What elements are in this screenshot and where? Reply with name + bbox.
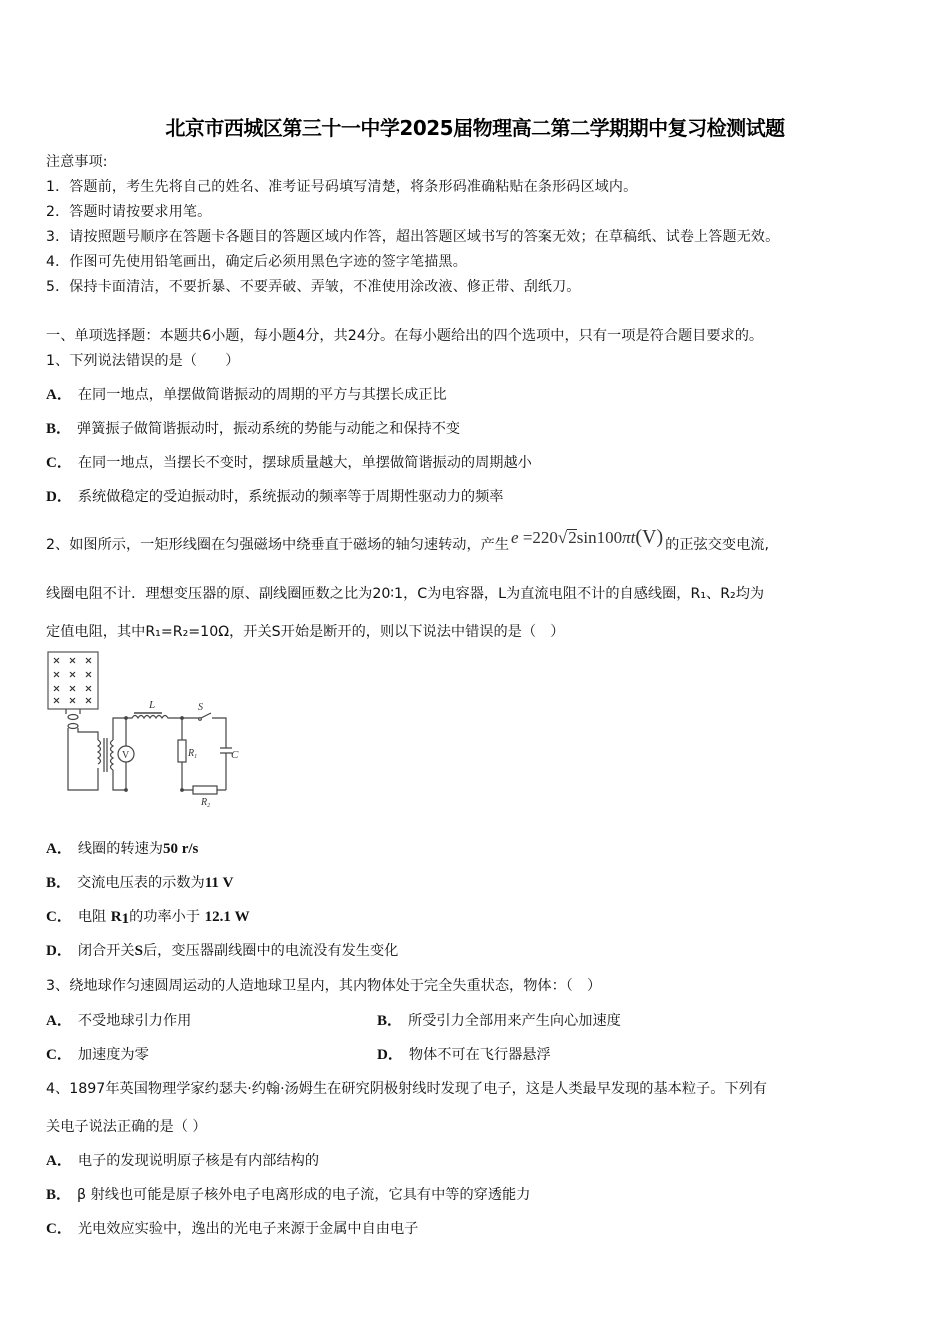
option-text: 加速度为零 xyxy=(77,1047,149,1063)
q1-option-c xyxy=(46,453,532,473)
question-2-stem-line3: 定值电阻，其中R₁=R₂=10Ω，开关S开始是断开的，则以下说法中错误的是（ ） xyxy=(46,624,565,640)
notice-item-2: 2．答题时请按要求用笔。 xyxy=(46,204,212,220)
q1-option-a xyxy=(46,385,447,405)
circuit-diagram xyxy=(46,650,246,810)
option-text-2: 后，变压器副线圈中的电流没有发生变化 xyxy=(142,943,399,959)
formula-var: e xyxy=(511,528,519,547)
voltmeter-label: V xyxy=(122,750,130,761)
switch-label: S xyxy=(198,702,203,713)
stem-text: 的正弦交变电流, xyxy=(665,537,769,553)
option-text: 弹簧振子做简谐振动时，振动系统的势能与动能之和保持不变 xyxy=(77,421,461,437)
question-4-stem-line1: 4、1897年英国物理学家约瑟夫·约翰·汤姆生在研究阴极射线时发现了电子，这是人类最早发现的基本粒子。下列有 xyxy=(46,1081,767,1097)
notice-heading: 注意事项: xyxy=(46,154,108,170)
field-cross-marks xyxy=(54,658,91,703)
option-label: D． xyxy=(46,943,72,959)
formula-pi-t: πt xyxy=(622,528,636,547)
option-label: A． xyxy=(46,1013,72,1029)
option-label: D． xyxy=(46,489,72,505)
option-text: 线圈的转速为 xyxy=(77,841,163,857)
option-label: B． xyxy=(46,421,72,437)
option-text: 闭合开关 xyxy=(77,943,135,959)
r2-label: $R_2$ xyxy=(201,797,211,809)
option-label: A． xyxy=(46,841,72,857)
option-label: C． xyxy=(46,1221,72,1237)
q4-option-a xyxy=(46,1151,319,1171)
option-label: B． xyxy=(377,1013,403,1029)
inductor-label: L xyxy=(149,699,156,711)
option-text: 光电效应实验中，逸出的光电子来源于金属中自由电子 xyxy=(77,1221,419,1237)
option-label: C． xyxy=(46,1047,72,1063)
option-symbol: S xyxy=(134,943,143,959)
q4-option-b xyxy=(46,1185,530,1205)
formula-unit: (V) xyxy=(635,526,664,548)
formula-sin: sin100 xyxy=(576,528,623,547)
formula-sqrt: 2 xyxy=(568,528,577,547)
option-value: 12.1 W xyxy=(204,909,250,925)
q3-option-c xyxy=(46,1045,149,1065)
option-text: 电子的发现说明原子核是有内部结构的 xyxy=(77,1153,320,1169)
notice-item-1: 1．答题前，考生先将自己的姓名、准考证号码填写清楚，将条形码准确粘贴在条形码区域内。 xyxy=(46,179,638,195)
option-label: B． xyxy=(46,875,72,891)
option-text: 在同一地点，当摆长不变时，摆球质量越大，单摆做简谐振动的周期越小 xyxy=(77,455,532,471)
notice-item-3: 3．请按照题号顺序在答题卡各题目的答题区域内作答，超出答题区域书写的答案无效；在草稿纸、试卷上答题无效。 xyxy=(46,229,780,245)
option-value: 50 r/s xyxy=(162,841,199,857)
option-label: A． xyxy=(46,1153,72,1169)
notice-item-4: 4．作图可先使用铅笔画出，确定后必须用黑色字迹的签字笔描黑。 xyxy=(46,254,467,270)
r1-label: $R_1$ xyxy=(188,748,198,760)
q3-option-b xyxy=(377,1011,621,1031)
question-2-stem-line1 xyxy=(46,526,769,555)
option-text: β 射线也可能是原子核外电子电离形成的电子流，它具有中等的穿透能力 xyxy=(77,1187,531,1203)
option-subscript: 1 xyxy=(121,911,130,927)
q3-option-d xyxy=(377,1045,551,1065)
section-heading: 一、单项选择题：本题共6小题，每小题4分，共24分。在每小题给出的四个选项中，只有一项是符合题目要求的。 xyxy=(46,328,764,344)
option-label: C． xyxy=(46,455,72,471)
option-text: 交流电压表的示数为 xyxy=(77,875,205,891)
q2-option-a xyxy=(46,839,198,859)
question-2-stem-line2: 线圈电阻不计．理想变压器的原、副线圈匝数之比为20∶1，C为电容器，L为直流电阻不计的自感线圈，R₁、R₂均为 xyxy=(46,586,765,602)
option-text: 所受引力全部用来产生向心加速度 xyxy=(408,1013,621,1029)
notice-item-5: 5．保持卡面清洁，不要折暴、不要弄破、弄皱，不准使用涂改液、修正带、刮纸刀。 xyxy=(46,279,581,295)
option-text: 不受地球引力作用 xyxy=(77,1013,192,1029)
q3-option-a xyxy=(46,1011,191,1031)
formula-eq: =220 xyxy=(518,528,558,547)
option-label: B． xyxy=(46,1187,72,1203)
page-title: 北京市西城区第三十一中学2025届物理高二第二学期期中复习检测试题 xyxy=(165,116,785,140)
option-text: 电阻 xyxy=(77,909,107,925)
q2-option-c xyxy=(46,907,250,929)
option-label: C． xyxy=(46,909,72,925)
q2-option-d xyxy=(46,941,398,961)
question-3-stem: 3、绕地球作匀速圆周运动的人造地球卫星内，其内物体处于完全失重状态，物体：（ ） xyxy=(46,978,602,994)
q1-option-b xyxy=(46,419,460,439)
option-label: D． xyxy=(377,1047,403,1063)
option-symbol: R xyxy=(110,909,122,925)
capacitor-label: C xyxy=(231,749,239,761)
q2-option-b xyxy=(46,873,233,893)
emf-formula: e =220√2sin100πt(V) xyxy=(511,526,664,548)
question-4-stem-line2: 关电子说法正确的是（ ） xyxy=(46,1119,207,1135)
stem-text: 2、如图所示，一矩形线圈在匀强磁场中绕垂直于磁场的轴匀速转动，产生 xyxy=(46,537,510,553)
option-text: 系统做稳定的受迫振动时，系统振动的频率等于周期性驱动力的频率 xyxy=(77,489,504,505)
question-1-stem: 1、下列说法错误的是（ ） xyxy=(46,353,240,369)
q4-option-c xyxy=(46,1219,418,1239)
option-text: 在同一地点，单摆做简谐振动的周期的平方与其摆长成正比 xyxy=(77,387,447,403)
option-text-2: 的功率小于 xyxy=(129,909,201,925)
q1-option-d xyxy=(46,487,503,507)
option-value: 11 V xyxy=(204,875,234,891)
option-text: 物体不可在飞行器悬浮 xyxy=(408,1047,551,1063)
option-label: A． xyxy=(46,387,72,403)
